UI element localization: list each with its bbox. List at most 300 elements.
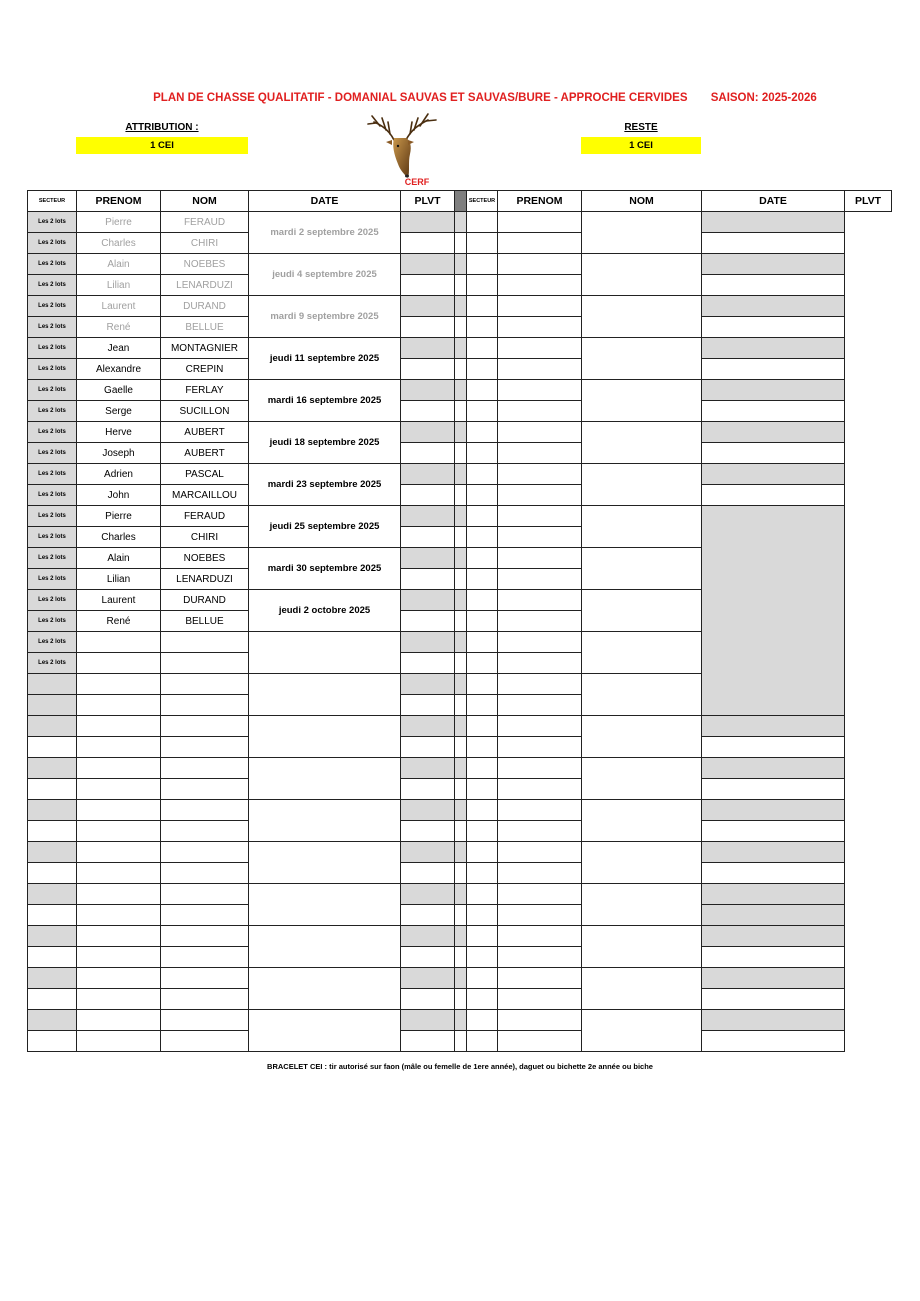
plvt-cell-right[interactable] [702,884,845,905]
plvt-cell-right[interactable] [702,968,845,989]
prenom-cell[interactable] [77,926,161,947]
plvt-cell-right[interactable] [702,947,845,968]
prenom-cell[interactable] [77,632,161,653]
nom-cell-right[interactable] [498,821,582,842]
plvt-cell[interactable] [401,296,455,317]
plvt-cell[interactable] [401,548,455,569]
nom-cell-right[interactable] [498,653,582,674]
plvt-cell-right[interactable] [702,464,845,485]
nom-cell[interactable]: FERLAY [161,380,249,401]
plvt-cell-right[interactable] [702,317,845,338]
nom-cell-right[interactable] [498,989,582,1010]
table-row [28,506,892,527]
secteur-cell-right [455,779,467,800]
prenom-cell-right[interactable] [467,611,498,632]
nom-cell[interactable] [161,653,249,674]
nom-cell-right[interactable] [498,905,582,926]
date-cell-right[interactable] [582,632,702,674]
plvt-cell[interactable] [401,989,455,1010]
prenom-cell[interactable] [77,800,161,821]
plvt-cell[interactable] [401,968,455,989]
prenom-cell-right[interactable] [467,1031,498,1052]
nom-cell[interactable]: CREPIN [161,359,249,380]
prenom-cell-right[interactable] [467,380,498,401]
secteur-cell-right [455,338,467,359]
plvt-cell[interactable] [401,779,455,800]
plvt-cell-right[interactable] [702,401,845,422]
prenom-cell[interactable] [77,737,161,758]
prenom-cell[interactable] [77,674,161,695]
date-cell[interactable] [249,632,401,674]
prenom-cell[interactable] [77,1010,161,1031]
nom-cell[interactable]: DURAND [161,296,249,317]
nom-cell[interactable]: MONTAGNIER [161,338,249,359]
date-cell[interactable] [249,968,401,1010]
date-cell[interactable]: mardi 23 septembre 2025 [249,464,401,506]
nom-cell[interactable] [161,863,249,884]
date-cell-right[interactable] [582,506,702,548]
date-cell[interactable]: mardi 16 septembre 2025 [249,380,401,422]
nom-cell-right[interactable] [498,1010,582,1031]
nom-cell[interactable] [161,926,249,947]
prenom-cell-right[interactable] [467,233,498,254]
prenom-cell[interactable]: Pierre [77,212,161,233]
prenom-cell[interactable]: Herve [77,422,161,443]
nom-cell-right[interactable] [498,800,582,821]
prenom-cell[interactable] [77,821,161,842]
table-row [28,800,892,821]
plvt-cell-right[interactable] [702,254,845,275]
nom-cell[interactable] [161,968,249,989]
prenom-cell-right[interactable] [467,359,498,380]
prenom-cell[interactable] [77,947,161,968]
nom-cell[interactable] [161,758,249,779]
prenom-cell[interactable] [77,1031,161,1052]
prenom-cell-right[interactable] [467,779,498,800]
nom-cell-right[interactable] [498,779,582,800]
plvt-cell[interactable] [401,926,455,947]
date-cell[interactable]: mardi 9 septembre 2025 [249,296,401,338]
prenom-cell[interactable] [77,884,161,905]
nom-cell[interactable]: NOEBES [161,254,249,275]
plvt-cell-right[interactable] [702,485,845,506]
plvt-cell-right[interactable] [702,821,845,842]
nom-cell[interactable] [161,737,249,758]
prenom-cell[interactable]: René [77,317,161,338]
prenom-cell-right[interactable] [467,632,498,653]
plvt-cell-right[interactable] [702,926,845,947]
date-cell[interactable]: jeudi 11 septembre 2025 [249,338,401,380]
nom-cell-right[interactable] [498,296,582,317]
prenom-cell-right[interactable] [467,569,498,590]
plvt-cell[interactable] [401,485,455,506]
plvt-cell[interactable] [401,317,455,338]
prenom-cell-right[interactable] [467,275,498,296]
nom-cell[interactable]: CHIRI [161,233,249,254]
plvt-cell-right[interactable] [702,905,845,926]
prenom-cell[interactable]: Laurent [77,296,161,317]
secteur-cell [28,758,77,779]
plvt-cell-right[interactable] [702,380,845,401]
nom-cell-right[interactable] [498,926,582,947]
nom-cell-right[interactable] [498,254,582,275]
prenom-cell-right[interactable] [467,401,498,422]
plvt-cell[interactable] [401,695,455,716]
plvt-cell[interactable] [401,800,455,821]
nom-cell[interactable]: AUBERT [161,443,249,464]
date-cell[interactable] [249,884,401,926]
nom-cell-right[interactable] [498,485,582,506]
plvt-cell[interactable] [401,758,455,779]
prenom-cell-right[interactable] [467,800,498,821]
plvt-cell[interactable] [401,233,455,254]
nom-cell[interactable]: PASCAL [161,464,249,485]
plvt-cell-right[interactable] [702,863,845,884]
plvt-cell[interactable] [401,443,455,464]
nom-cell-right[interactable] [498,275,582,296]
nom-cell[interactable] [161,821,249,842]
prenom-cell-right[interactable] [467,695,498,716]
prenom-cell-right[interactable] [467,548,498,569]
prenom-cell[interactable] [77,758,161,779]
nom-cell[interactable] [161,1010,249,1031]
title-text: PLAN DE CHASSE QUALITATIF - DOMANIAL SAUVAS ET SAUVAS/BURE - APPROCHE CERVIDES [153,92,688,104]
date-cell[interactable] [249,716,401,758]
header-nom-right: NOM [582,191,702,212]
prenom-cell[interactable]: Charles [77,527,161,548]
prenom-cell[interactable] [77,842,161,863]
table-row [28,485,892,506]
nom-cell-right[interactable] [498,674,582,695]
nom-cell-right[interactable] [498,359,582,380]
date-cell-right[interactable] [582,212,702,254]
secteur-cell: Les 2 lots [28,212,77,233]
date-cell[interactable]: jeudi 18 septembre 2025 [249,422,401,464]
plvt-cell[interactable] [401,401,455,422]
nom-cell[interactable]: LENARDUZI [161,569,249,590]
date-cell-right[interactable] [582,800,702,842]
nom-cell[interactable]: NOEBES [161,548,249,569]
date-cell[interactable]: mardi 2 septembre 2025 [249,212,401,254]
prenom-cell[interactable] [77,779,161,800]
date-cell-right[interactable] [582,884,702,926]
prenom-cell[interactable] [77,863,161,884]
prenom-cell[interactable]: Gaelle [77,380,161,401]
nom-cell[interactable]: BELLUE [161,317,249,338]
prenom-cell[interactable]: Lilian [77,275,161,296]
prenom-cell[interactable]: Alain [77,254,161,275]
nom-cell-right[interactable] [498,212,582,233]
secteur-cell-right [455,926,467,947]
nom-cell[interactable] [161,905,249,926]
prenom-cell-right[interactable] [467,905,498,926]
reste-value: 1 CEI [581,137,701,154]
nom-cell-right[interactable] [498,548,582,569]
nom-cell[interactable] [161,695,249,716]
prenom-cell-right[interactable] [467,968,498,989]
plvt-cell[interactable] [401,338,455,359]
date-cell-right[interactable] [582,254,702,296]
secteur-cell: Les 2 lots [28,422,77,443]
date-cell-right[interactable] [582,590,702,632]
nom-cell-right[interactable] [498,863,582,884]
nom-cell-right[interactable] [498,569,582,590]
plvt-cell[interactable] [401,737,455,758]
plvt-cell[interactable] [401,212,455,233]
prenom-cell-right[interactable] [467,296,498,317]
prenom-cell-right[interactable] [467,443,498,464]
prenom-cell-right[interactable] [467,590,498,611]
nom-cell-right[interactable] [498,695,582,716]
nom-cell-right[interactable] [498,506,582,527]
nom-cell[interactable] [161,884,249,905]
nom-cell[interactable] [161,1031,249,1052]
plvt-cell-right[interactable] [702,1010,845,1031]
prenom-cell-right[interactable] [467,716,498,737]
prenom-cell[interactable]: Jean [77,338,161,359]
nom-cell[interactable]: MARCAILLOU [161,485,249,506]
prenom-cell-right[interactable] [467,464,498,485]
plvt-cell-right[interactable] [702,800,845,821]
nom-cell-right[interactable] [498,443,582,464]
plvt-cell[interactable] [401,254,455,275]
date-cell-right[interactable] [582,296,702,338]
nom-cell[interactable]: FERAUD [161,506,249,527]
prenom-cell[interactable] [77,989,161,1010]
plvt-cell[interactable] [401,842,455,863]
prenom-cell[interactable] [77,905,161,926]
date-cell-right[interactable] [582,968,702,1010]
nom-cell[interactable]: SUCILLON [161,401,249,422]
season-text: SAISON: 2025-2026 [710,92,817,104]
plvt-cell[interactable] [401,275,455,296]
date-cell-right[interactable] [582,842,702,884]
plvt-cell[interactable] [401,1010,455,1031]
plvt-cell[interactable] [401,947,455,968]
prenom-cell-right[interactable] [467,653,498,674]
date-cell[interactable] [249,758,401,800]
plvt-cell[interactable] [401,821,455,842]
prenom-cell[interactable]: Serge [77,401,161,422]
plvt-cell-right[interactable] [702,737,845,758]
plvt-cell[interactable] [401,1031,455,1052]
nom-cell-right[interactable] [498,737,582,758]
plvt-cell[interactable] [401,359,455,380]
prenom-cell-right[interactable] [467,212,498,233]
prenom-cell-right[interactable] [467,821,498,842]
plvt-cell[interactable] [401,527,455,548]
date-cell-right[interactable] [582,338,702,380]
nom-cell[interactable] [161,779,249,800]
prenom-cell-right[interactable] [467,485,498,506]
plvt-cell-right[interactable] [702,212,845,233]
nom-cell-right[interactable] [498,401,582,422]
plvt-cell-right[interactable] [702,233,845,254]
prenom-cell[interactable] [77,695,161,716]
nom-cell-right[interactable] [498,884,582,905]
prenom-cell-right[interactable] [467,527,498,548]
nom-cell[interactable]: FERAUD [161,212,249,233]
nom-cell[interactable] [161,989,249,1010]
date-cell-right[interactable] [582,674,702,716]
prenom-cell[interactable]: Alain [77,548,161,569]
nom-cell[interactable]: BELLUE [161,611,249,632]
plvt-cell[interactable] [401,884,455,905]
nom-cell-right[interactable] [498,968,582,989]
prenom-cell-right[interactable] [467,1010,498,1031]
nom-cell-right[interactable] [498,842,582,863]
secteur-cell: Les 2 lots [28,443,77,464]
prenom-cell-right[interactable] [467,926,498,947]
prenom-cell-right[interactable] [467,737,498,758]
plvt-cell[interactable] [401,863,455,884]
nom-cell-right[interactable] [498,590,582,611]
prenom-cell[interactable]: Laurent [77,590,161,611]
prenom-cell-right[interactable] [467,506,498,527]
secteur-cell-right [455,443,467,464]
date-cell[interactable]: jeudi 2 octobre 2025 [249,590,401,632]
prenom-cell[interactable]: Joseph [77,443,161,464]
prenom-cell-right[interactable] [467,317,498,338]
nom-cell[interactable] [161,947,249,968]
table-row [28,422,892,443]
secteur-cell-right [455,863,467,884]
nom-cell-right[interactable] [498,338,582,359]
secteur-cell-right [455,317,467,338]
nom-cell-right[interactable] [498,947,582,968]
plvt-cell-right-merged[interactable] [702,506,845,716]
nom-cell[interactable] [161,716,249,737]
date-cell[interactable] [249,674,401,716]
nom-cell-right[interactable] [498,233,582,254]
prenom-cell[interactable]: Lilian [77,569,161,590]
secteur-cell-right [455,968,467,989]
plvt-cell-right[interactable] [702,842,845,863]
nom-cell-right[interactable] [498,611,582,632]
plvt-cell-right[interactable] [702,989,845,1010]
date-cell-right[interactable] [582,464,702,506]
table-row [28,296,892,317]
prenom-cell[interactable] [77,968,161,989]
date-cell-right[interactable] [582,926,702,968]
date-cell-right[interactable] [582,758,702,800]
plvt-cell-right[interactable] [702,359,845,380]
prenom-cell[interactable]: René [77,611,161,632]
date-cell[interactable] [249,842,401,884]
prenom-cell-right[interactable] [467,884,498,905]
table-row [28,716,892,737]
plvt-cell-right[interactable] [702,275,845,296]
secteur-cell-right [455,695,467,716]
date-cell-right[interactable] [582,380,702,422]
plvt-cell[interactable] [401,569,455,590]
prenom-cell-right[interactable] [467,989,498,1010]
plvt-cell[interactable] [401,632,455,653]
plvt-cell[interactable] [401,716,455,737]
plvt-cell[interactable] [401,611,455,632]
secteur-cell-right [455,485,467,506]
nom-cell-right[interactable] [498,758,582,779]
plvt-cell-right[interactable] [702,716,845,737]
prenom-cell-right[interactable] [467,254,498,275]
nom-cell[interactable] [161,674,249,695]
plvt-cell[interactable] [401,590,455,611]
nom-cell[interactable]: DURAND [161,590,249,611]
table-row [28,926,892,947]
plvt-cell-right[interactable] [702,1031,845,1052]
table-row [28,338,892,359]
prenom-cell-right[interactable] [467,674,498,695]
date-cell-right[interactable] [582,548,702,590]
prenom-cell[interactable]: Adrien [77,464,161,485]
plvt-cell[interactable] [401,380,455,401]
prenom-cell[interactable]: Pierre [77,506,161,527]
plvt-cell[interactable] [401,653,455,674]
nom-cell-right[interactable] [498,527,582,548]
plvt-cell[interactable] [401,464,455,485]
plvt-cell-right[interactable] [702,296,845,317]
plvt-cell[interactable] [401,674,455,695]
nom-cell[interactable]: AUBERT [161,422,249,443]
nom-cell-right[interactable] [498,1031,582,1052]
secteur-cell-right [455,884,467,905]
nom-cell-right[interactable] [498,422,582,443]
date-cell[interactable]: mardi 30 septembre 2025 [249,548,401,590]
nom-cell[interactable] [161,800,249,821]
date-cell[interactable] [249,800,401,842]
date-cell[interactable] [249,1010,401,1052]
nom-cell-right[interactable] [498,716,582,737]
nom-cell-right[interactable] [498,317,582,338]
prenom-cell[interactable]: Charles [77,233,161,254]
secteur-cell [28,947,77,968]
prenom-cell[interactable]: John [77,485,161,506]
plvt-cell[interactable] [401,905,455,926]
prenom-cell[interactable] [77,653,161,674]
secteur-cell-right [455,422,467,443]
plvt-cell[interactable] [401,422,455,443]
date-cell[interactable] [249,926,401,968]
date-cell[interactable]: jeudi 25 septembre 2025 [249,506,401,548]
nom-cell[interactable]: CHIRI [161,527,249,548]
nom-cell[interactable] [161,632,249,653]
prenom-cell-right[interactable] [467,758,498,779]
plvt-cell-right[interactable] [702,338,845,359]
nom-cell[interactable]: LENARDUZI [161,275,249,296]
plvt-cell[interactable] [401,506,455,527]
prenom-cell-right[interactable] [467,338,498,359]
prenom-cell-right[interactable] [467,947,498,968]
prenom-cell[interactable]: Alexandre [77,359,161,380]
prenom-cell-right[interactable] [467,863,498,884]
date-cell[interactable]: jeudi 4 septembre 2025 [249,254,401,296]
plvt-cell-right[interactable] [702,422,845,443]
nom-cell-right[interactable] [498,632,582,653]
plvt-cell-right[interactable] [702,443,845,464]
secteur-cell-right [455,569,467,590]
nom-cell[interactable] [161,842,249,863]
date-cell-right[interactable] [582,422,702,464]
date-cell-right[interactable] [582,1010,702,1052]
prenom-cell[interactable] [77,716,161,737]
prenom-cell-right[interactable] [467,842,498,863]
date-cell-right[interactable] [582,716,702,758]
nom-cell-right[interactable] [498,380,582,401]
plvt-cell-right[interactable] [702,779,845,800]
nom-cell-right[interactable] [498,464,582,485]
prenom-cell-right[interactable] [467,422,498,443]
plvt-cell-right[interactable] [702,758,845,779]
